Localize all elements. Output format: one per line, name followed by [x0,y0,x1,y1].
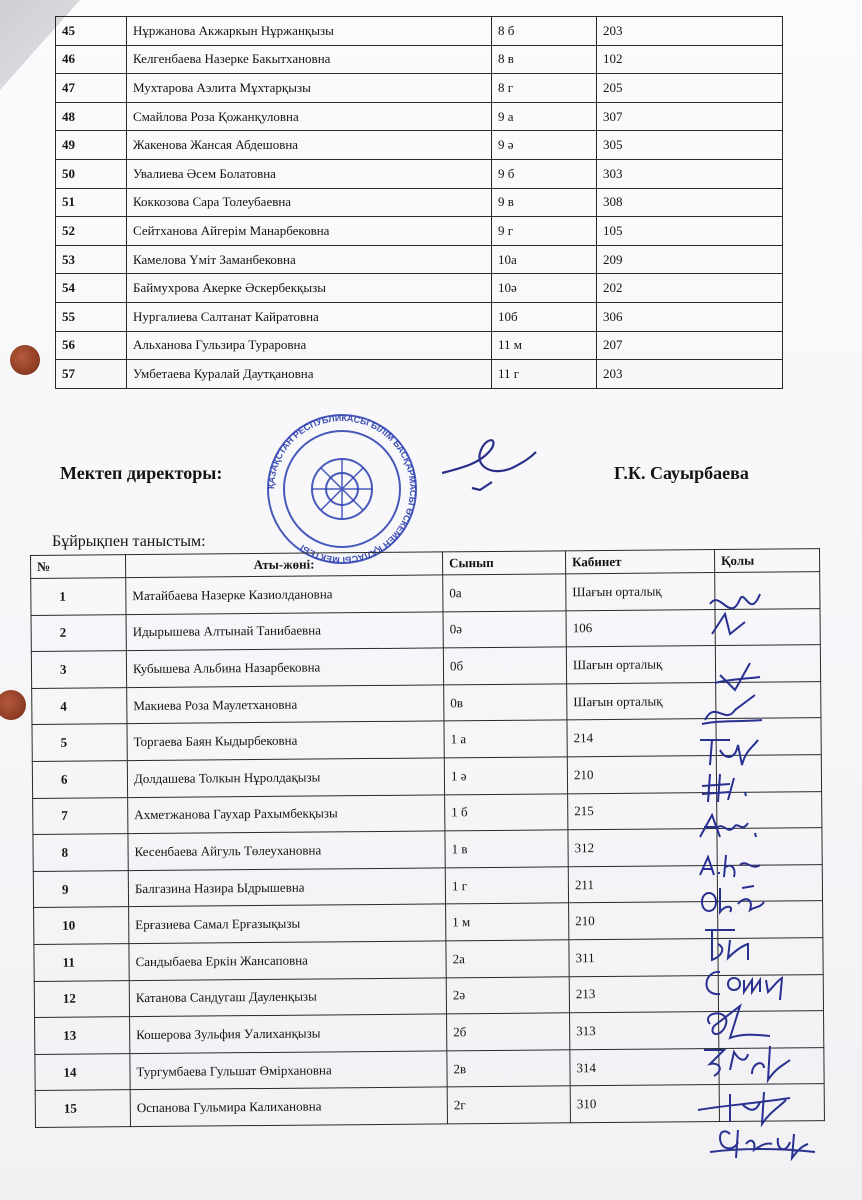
teacher-name: Келгенбаева Назерке Бакытхановна [127,45,492,74]
room-cell: Шағын орталық [567,682,716,720]
row-number: 10 [34,907,129,944]
teacher-name: Идырышева Алтынай Танибаевна [126,611,443,650]
row-number: 5 [32,724,127,761]
handwritten-signature [690,655,770,695]
teacher-name: Сандыбаева Еркін Жансаповна [129,941,446,980]
table-row [56,17,783,46]
room-cell: 213 [569,975,718,1013]
room-cell: 106 [566,609,715,647]
row-number: 11 [34,944,129,981]
teacher-name: Кошерова Зульфия Уалиханқызы [130,1014,447,1053]
room-cell: 210 [567,755,716,793]
room-cell: 211 [568,865,717,903]
row-number: 15 [35,1090,130,1127]
row-number: 1 [31,578,126,615]
handwritten-signature [690,766,770,806]
teacher-name: Катанова Сандугаш Дауленқызы [129,977,446,1016]
table-row [56,45,783,74]
handwritten-signature [690,1040,800,1085]
official-stamp [255,412,430,567]
table-row [56,102,783,131]
row-number: 12 [34,980,129,1017]
class-cell: 2в [447,1050,570,1088]
room-cell: 210 [569,902,718,940]
room-cell: 314 [570,1048,719,1086]
row-number: 45 [56,17,127,46]
header-num: № [31,555,126,579]
class-cell: 9 б [492,159,597,188]
room-cell: 102 [597,45,783,74]
teacher-name: Увалиева Әсем Болатовна [127,159,492,188]
row-number: 54 [56,274,127,303]
class-cell: 2б [447,1013,570,1051]
director-name: Г.К. Сауырбаева [614,463,749,483]
class-cell: 0б [443,647,566,685]
teacher-name: Кесенбаева Айгуль Төлеухановна [128,831,445,870]
class-cell: 0а [443,574,566,612]
teacher-name: Жакенова Жансая Абдешовна [127,131,492,160]
teacher-name: Мухтарова Аэлита Мұхтарқызы [127,74,492,103]
room-cell: 209 [597,245,783,274]
room-cell: 305 [597,131,783,160]
room-cell: 214 [567,719,716,757]
punch-hole [0,690,26,720]
room-cell: Шағын орталық [566,573,715,611]
teacher-name: Тургумбаева Гульшат Өмірхановна [130,1051,447,1090]
room-cell: 303 [597,159,783,188]
punch-hole [10,345,40,375]
header-class: Сынып [442,551,565,575]
teacher-name: Смайлова Роза Қожанқуловна [127,102,492,131]
row-number: 53 [56,245,127,274]
row-number: 57 [56,360,127,389]
room-cell: 207 [597,331,783,360]
teacher-name: Макиева Роза Маулетхановна [127,685,444,724]
director-signature [432,428,542,498]
row-number: 2 [31,614,126,651]
room-cell: 312 [568,829,717,867]
handwritten-signature [690,730,770,770]
room-cell: 310 [570,1085,719,1123]
teacher-name: Торгаева Баян Кыдырбековна [127,721,444,760]
class-cell: 11 м [492,331,597,360]
header-sign: Қолы [714,549,819,573]
handwritten-signature [690,805,770,845]
room-cell: 205 [597,74,783,103]
class-cell: 9 а [492,102,597,131]
room-cell: 105 [597,217,783,246]
row-number: 47 [56,74,127,103]
class-cell: 1 б [445,793,568,831]
class-cell: 9 ә [492,131,597,160]
class-cell: 9 г [492,217,597,246]
handwritten-signature [690,1120,820,1165]
table-row [56,188,783,217]
table-row [56,302,783,331]
handwritten-signature [690,960,810,1005]
row-number: 14 [35,1053,130,1090]
table-row [56,74,783,103]
row-number: 52 [56,217,127,246]
row-number: 56 [56,331,127,360]
class-cell: 1 а [444,720,567,758]
class-cell: 2г [447,1086,570,1124]
row-number: 7 [33,797,128,834]
teacher-name: Оспанова Гульмира Калихановна [130,1087,447,1126]
handwritten-signature [690,690,770,730]
teacher-name: Баймухрова Акерке Әскербекқызы [127,274,492,303]
class-cell: 11 г [492,360,597,389]
teacher-name: Матайбаева Назерке Казиолдановна [126,575,443,614]
row-number: 49 [56,131,127,160]
class-cell: 2ә [446,976,569,1014]
handwritten-signature [690,880,780,920]
room-cell: 215 [568,792,717,830]
class-cell: 8 б [492,17,597,46]
row-number: 4 [32,687,127,724]
table-row [56,245,783,274]
room-cell: 307 [597,102,783,131]
class-cell: 1 м [446,903,569,941]
table-row [56,217,783,246]
row-number: 50 [56,159,127,188]
room-cell: 203 [597,17,783,46]
teacher-name: Камелова Үміт Заманбековна [127,245,492,274]
teacher-name: Нургалиева Салтанат Кайратовна [127,302,492,331]
row-number: 6 [32,761,127,798]
teacher-name: Кубышева Альбина Назарбековна [126,648,443,687]
class-cell: 10а [492,245,597,274]
teacher-name: Альханова Гульзира Турaровна [127,331,492,360]
row-number: 55 [56,302,127,331]
class-cell: 0в [444,684,567,722]
row-number: 9 [33,870,128,907]
room-cell: 311 [569,938,718,976]
handwritten-signature [690,845,770,885]
class-cell: 1 г [445,867,568,905]
stamp-text: ҚАЗАҚСТАН РЕСПУБЛИКАСЫ БІЛІМ БАСҚАРМАСЫ ӨСКЕМЕН ҚАЛАСЫ МЕКТЕБІ [265,412,419,566]
room-cell: 202 [597,274,783,303]
room-cell: 203 [597,360,783,389]
teacher-name: Ерғазиева Самал Ерғазықызы [129,904,446,943]
row-number: 3 [31,651,126,688]
table-row [56,131,783,160]
class-cell: 8 г [492,74,597,103]
director-label: Мектеп директоры: [60,463,223,483]
row-number: 8 [33,834,128,871]
teacher-name: Сейтханова Айгерім Манарбековна [127,217,492,246]
class-cell: 0ә [443,610,566,648]
table-row [56,331,783,360]
row-number: 46 [56,45,127,74]
table-row [56,274,783,303]
row-number: 13 [35,1017,130,1054]
teacher-name: Коккозова Сара Толеубаевна [127,188,492,217]
table-row [56,159,783,188]
acquaintance-label: Бұйрықпен таныстым: [52,533,206,550]
header-room: Кабинет [565,550,714,574]
top-table [55,16,783,389]
row-number: 51 [56,188,127,217]
handwritten-signature [690,1000,780,1045]
teacher-name: Умбетаева Куралай Даутқановна [127,360,492,389]
class-cell: 1 в [445,830,568,868]
class-cell: 10ә [492,274,597,303]
table-row [56,360,783,389]
class-cell: 2а [446,940,569,978]
teacher-name: Балгазина Назира Ыдрышевна [128,868,445,907]
handwritten-signature [690,584,770,644]
teacher-name: Долдашева Толкын Нұролдақызы [127,758,444,797]
header-name: Аты-жөні: [126,552,443,578]
room-cell: 308 [597,188,783,217]
teacher-name: Нұржанова Акжаркын Нұржанқызы [127,17,492,46]
teacher-name: Ахметжанова Гаухар Рахымбекқызы [128,794,445,833]
class-cell: 9 в [492,188,597,217]
room-cell: Шағын орталық [566,646,715,684]
class-cell: 1 ә [444,757,567,795]
room-cell: 313 [570,1012,719,1050]
room-cell: 306 [597,302,783,331]
class-cell: 8 в [492,45,597,74]
class-cell: 10б [492,302,597,331]
row-number: 48 [56,102,127,131]
